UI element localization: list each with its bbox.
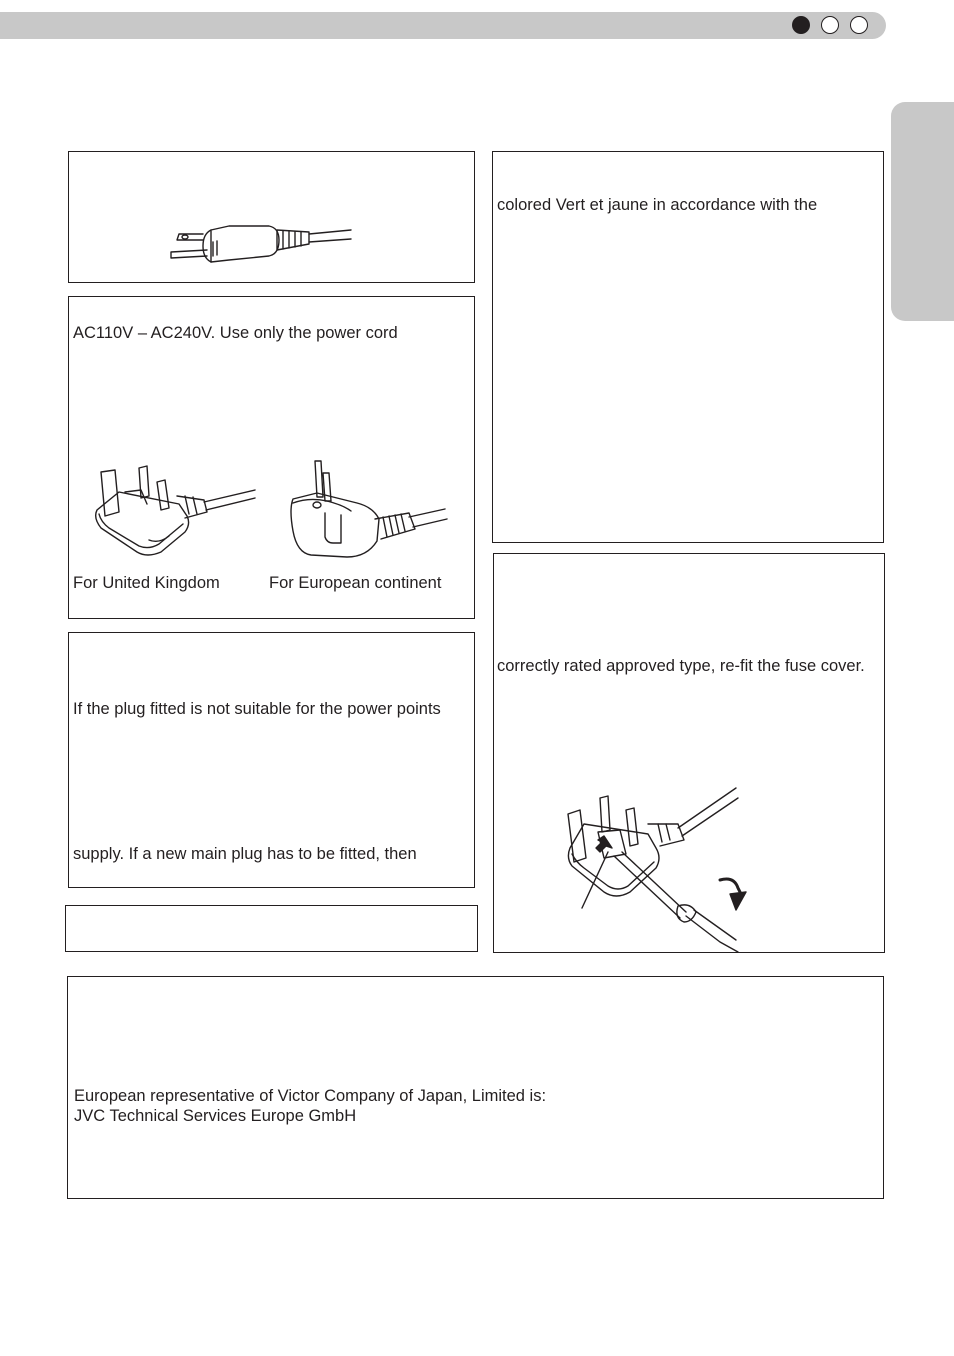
power-cord-eu-uk-box xyxy=(68,296,475,619)
note-box xyxy=(65,905,478,952)
page-dot-1 xyxy=(792,16,810,34)
page-dot-2 xyxy=(821,16,839,34)
section-side-tab xyxy=(891,102,954,321)
plug-text-1: If the plug fitted is not suitable for the power points xyxy=(73,700,441,718)
wire-colors-text: colored Vert et jaune in accordance with the xyxy=(497,196,818,214)
representative-company: JVC Technical Services Europe GmbH xyxy=(74,1107,357,1125)
wire-colors-box xyxy=(492,151,884,543)
plug-text-2: supply. If a new main plug has to be fitted, then xyxy=(73,845,417,863)
eu-plug-illustration xyxy=(287,457,457,567)
representative-text: European representative of Victor Company of Japan, Limited is: xyxy=(74,1087,547,1105)
fuse-text: correctly rated approved type, re-fit the fuse cover. xyxy=(497,657,865,675)
representative-box xyxy=(67,976,884,1199)
us-plug-illustration xyxy=(169,220,359,290)
caption-eu: For European continent xyxy=(269,574,442,592)
page-dot-3 xyxy=(850,16,868,34)
power-cord-us-box xyxy=(68,151,475,283)
caption-uk: For United Kingdom xyxy=(73,574,220,592)
plug-replacement-box xyxy=(68,632,475,888)
header-bar xyxy=(0,12,886,39)
fuse-screwdriver-illustration xyxy=(560,782,760,952)
voltage-text: AC110V – AC240V. Use only the power cord xyxy=(73,324,398,342)
fuse-replacement-box xyxy=(493,553,885,953)
uk-plug-illustration xyxy=(89,462,259,562)
